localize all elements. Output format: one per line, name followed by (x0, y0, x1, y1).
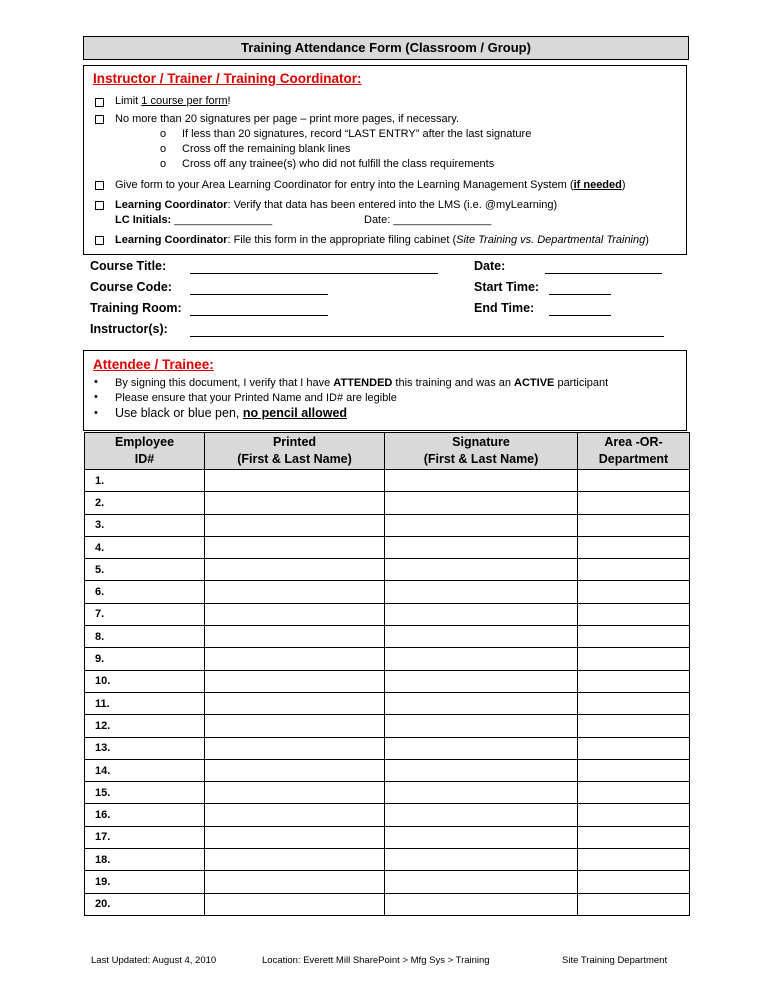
signature-cell[interactable] (385, 559, 578, 581)
printed-name-cell[interactable] (205, 804, 385, 826)
sub-item-cross-trainee: Cross off any trainee(s) who did not fulfill the class requirements (182, 158, 495, 170)
area-department-cell[interactable] (578, 692, 690, 714)
footer-department: Site Training Department (562, 955, 668, 966)
table-row (85, 826, 690, 848)
signature-cell[interactable] (385, 715, 578, 737)
employee-id-cell[interactable]: 7. (85, 603, 205, 625)
bullet: • (94, 391, 98, 403)
area-department-cell[interactable] (578, 536, 690, 558)
header-area-department: Area -OR- Department (578, 433, 690, 470)
table-row (85, 871, 690, 893)
area-department-cell[interactable] (578, 581, 690, 603)
sub-item-cross-blank: Cross off the remaining blank lines (182, 143, 351, 155)
training-room-label: Training Room: (90, 301, 182, 315)
sub-item-last-entry: If less than 20 signatures, record “LAST ENTRY” after the last signature (182, 128, 532, 140)
printed-name-cell[interactable] (205, 492, 385, 514)
area-department-cell[interactable] (578, 871, 690, 893)
sub-bullet: o (160, 128, 167, 140)
table-row (85, 715, 690, 737)
printed-name-cell[interactable] (205, 536, 385, 558)
training-room-field[interactable] (190, 315, 328, 316)
printed-name-cell[interactable] (205, 759, 385, 781)
signature-cell[interactable] (385, 692, 578, 714)
attendee-bullet-3: Use black or blue pen, no pencil allowed (115, 406, 348, 420)
footer-last-updated: Last Updated: August 4, 2010 (91, 955, 217, 966)
checkbox-lc-file[interactable] (95, 236, 104, 245)
lc-verify-text: Learning Coordinator: Verify that data has been entered into the LMS (i.e. @myLearning) (115, 199, 558, 211)
limit-text: Limit 1 course per form! (115, 95, 231, 107)
course-title-field[interactable] (190, 273, 438, 274)
printed-name-cell[interactable] (205, 559, 385, 581)
area-department-cell[interactable] (578, 648, 690, 670)
area-department-cell[interactable] (578, 603, 690, 625)
employee-id-cell[interactable]: 5. (85, 559, 205, 581)
table-row (85, 536, 690, 558)
signature-cell[interactable] (385, 536, 578, 558)
signature-cell[interactable] (385, 514, 578, 536)
employee-id-cell[interactable]: 10. (85, 670, 205, 692)
printed-name-cell[interactable] (205, 737, 385, 759)
area-department-cell[interactable] (578, 670, 690, 692)
course-code-field[interactable] (190, 294, 328, 295)
signature-cell[interactable] (385, 670, 578, 692)
instructor-section (83, 65, 687, 255)
bullet: • (94, 376, 98, 388)
signature-cell[interactable] (385, 759, 578, 781)
end-time-label: End Time: (474, 301, 535, 315)
instructors-label: Instructor(s): (90, 322, 168, 336)
printed-name-cell[interactable] (205, 603, 385, 625)
start-time-label: Start Time: (474, 280, 540, 294)
printed-name-cell[interactable] (205, 893, 385, 915)
date-field[interactable] (545, 273, 662, 274)
sub-bullet: o (160, 158, 167, 170)
printed-name-cell[interactable] (205, 826, 385, 848)
area-department-cell[interactable] (578, 559, 690, 581)
signature-cell[interactable] (385, 737, 578, 759)
area-department-cell[interactable] (578, 492, 690, 514)
area-department-cell[interactable] (578, 715, 690, 737)
date-label: Date: (474, 259, 506, 273)
checkbox-give-form[interactable] (95, 181, 104, 190)
printed-name-cell[interactable] (205, 849, 385, 871)
sub-bullet: o (160, 143, 167, 155)
printed-name-cell[interactable] (205, 670, 385, 692)
attendance-table (84, 432, 690, 916)
area-department-cell[interactable] (578, 782, 690, 804)
table-row (85, 603, 690, 625)
give-form-text: Give form to your Area Learning Coordinator for entry into the Learning Management System (if needed) (115, 179, 626, 191)
employee-id-cell[interactable]: 8. (85, 626, 205, 648)
employee-id-cell[interactable]: 2. (85, 492, 205, 514)
table-row (85, 470, 690, 492)
table-row (85, 626, 690, 648)
signature-cell[interactable] (385, 470, 578, 492)
employee-id-cell[interactable]: 19. (85, 871, 205, 893)
instructors-field[interactable] (190, 336, 664, 337)
header-employee-id: Employee ID# (85, 433, 205, 470)
employee-id-cell[interactable]: 11. (85, 692, 205, 714)
signature-cell[interactable] (385, 581, 578, 603)
footer-location: Location: Everett Mill SharePoint > Mfg Sys > Training (262, 955, 490, 966)
area-department-cell[interactable] (578, 626, 690, 648)
area-department-cell[interactable] (578, 759, 690, 781)
employee-id-cell[interactable]: 4. (85, 536, 205, 558)
printed-name-cell[interactable] (205, 692, 385, 714)
attendee-bullet-1: By signing this document, I verify that I have ATTENDED this training and was an ACTIVE participant (115, 377, 609, 389)
printed-name-cell[interactable] (205, 871, 385, 893)
printed-name-cell[interactable] (205, 514, 385, 536)
area-department-cell[interactable] (578, 804, 690, 826)
attendee-heading: Attendee / Trainee: (93, 357, 214, 372)
table-row (85, 782, 690, 804)
instructor-heading: Instructor / Trainer / Training Coordinator: (93, 71, 362, 86)
table-row (85, 559, 690, 581)
lc-file-text: Learning Coordinator: File this form in the appropriate filing cabinet (Site Training vs. Departmental Training) (115, 234, 649, 246)
table-row (85, 581, 690, 603)
area-department-cell[interactable] (578, 514, 690, 536)
signature-cell[interactable] (385, 492, 578, 514)
signature-cell[interactable] (385, 826, 578, 848)
employee-id-cell[interactable]: 6. (85, 581, 205, 603)
table-header-row (85, 433, 690, 470)
employee-id-cell[interactable]: 15. (85, 782, 205, 804)
employee-id-cell[interactable]: 12. (85, 715, 205, 737)
checkbox-limit[interactable] (95, 98, 104, 107)
employee-id-cell[interactable]: 9. (85, 648, 205, 670)
checkbox-max-signatures[interactable] (95, 115, 104, 124)
employee-id-cell[interactable]: 3. (85, 514, 205, 536)
header-printed-name: Printed (First & Last Name) (205, 433, 385, 470)
table-row (85, 492, 690, 514)
signature-cell[interactable] (385, 871, 578, 893)
header-signature: Signature (First & Last Name) (385, 433, 578, 470)
employee-id-cell[interactable]: 18. (85, 849, 205, 871)
area-department-cell[interactable] (578, 849, 690, 871)
start-time-field[interactable] (549, 294, 611, 295)
form-title: Training Attendance Form (Classroom / Group) (83, 36, 689, 60)
course-code-label: Course Code: (90, 280, 172, 294)
employee-id-cell[interactable]: 16. (85, 804, 205, 826)
signature-cell[interactable] (385, 849, 578, 871)
employee-id-cell[interactable]: 20. (85, 893, 205, 915)
signature-cell[interactable] (385, 648, 578, 670)
checkbox-lc-verify[interactable] (95, 201, 104, 210)
signature-cell[interactable] (385, 603, 578, 625)
attendee-section (83, 350, 687, 431)
printed-name-cell[interactable] (205, 715, 385, 737)
table-row (85, 648, 690, 670)
signature-cell[interactable] (385, 893, 578, 915)
employee-id-cell[interactable]: 13. (85, 737, 205, 759)
printed-name-cell[interactable] (205, 470, 385, 492)
table-row (85, 737, 690, 759)
signature-cell[interactable] (385, 626, 578, 648)
area-department-cell[interactable] (578, 893, 690, 915)
area-department-cell[interactable] (578, 737, 690, 759)
table-row (85, 759, 690, 781)
table-row (85, 849, 690, 871)
lc-date-line: Date: ________________ (364, 214, 492, 226)
printed-name-cell[interactable] (205, 581, 385, 603)
bullet: • (94, 407, 98, 419)
attendee-bullet-2: Please ensure that your Printed Name and ID# are legible (115, 392, 397, 404)
printed-name-cell[interactable] (205, 648, 385, 670)
area-department-cell[interactable] (578, 470, 690, 492)
table-row (85, 514, 690, 536)
employee-id-cell[interactable]: 14. (85, 759, 205, 781)
table-row (85, 893, 690, 915)
signature-cell[interactable] (385, 782, 578, 804)
end-time-field[interactable] (549, 315, 611, 316)
employee-id-cell[interactable]: 17. (85, 826, 205, 848)
employee-id-cell[interactable]: 1. (85, 470, 205, 492)
area-department-cell[interactable] (578, 826, 690, 848)
table-row (85, 692, 690, 714)
printed-name-cell[interactable] (205, 626, 385, 648)
table-row (85, 804, 690, 826)
printed-name-cell[interactable] (205, 782, 385, 804)
signature-cell[interactable] (385, 804, 578, 826)
table-row (85, 670, 690, 692)
lc-initials-line: LC Initials: ________________ (115, 214, 273, 226)
course-title-label: Course Title: (90, 259, 167, 273)
max-signatures-text: No more than 20 signatures per page – print more pages, if necessary. (115, 113, 460, 125)
